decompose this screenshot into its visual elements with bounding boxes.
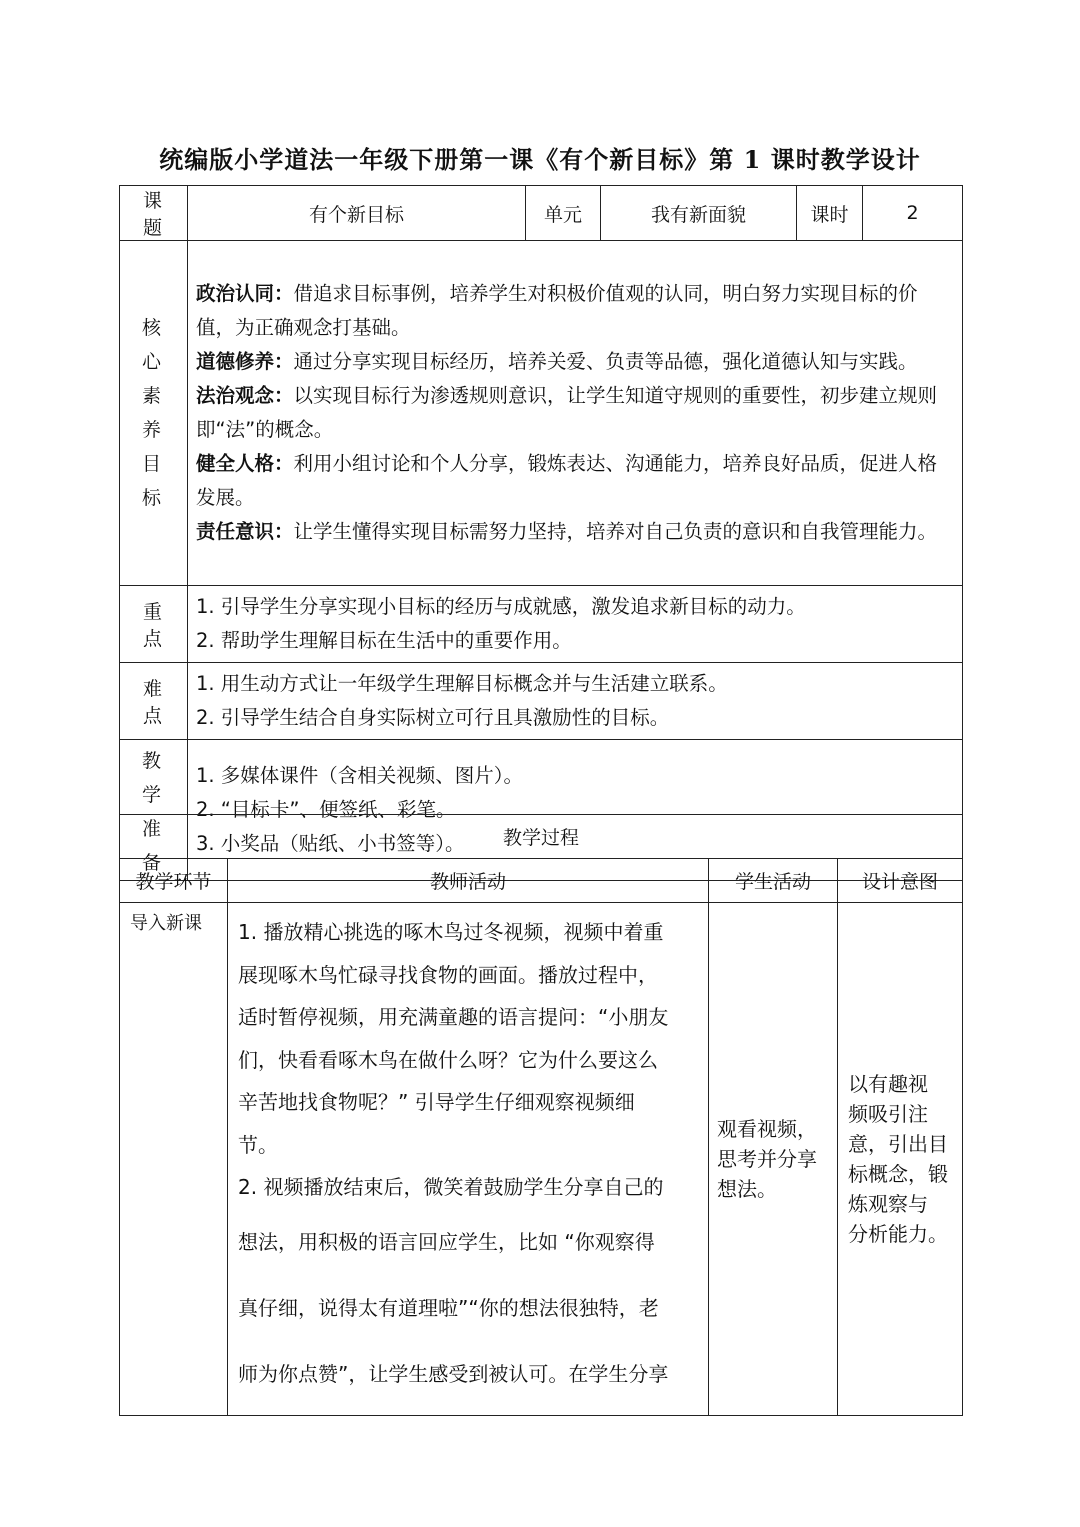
- teaching-process-table: [119, 814, 963, 1416]
- unit-value: 我有新面貌: [601, 186, 797, 241]
- student-activity-cell: 观看视频， 思考并分享 想法。: [709, 903, 838, 1416]
- core-goal-item: 法治观念：以实现目标行为渗透规则意识，让学生知道守规则的重要性，初步建立规则即“法”的概念。: [196, 384, 938, 441]
- unit-label: 单元: [526, 186, 601, 241]
- intent-header: 设计意图: [838, 859, 963, 903]
- hours-label: 课时: [797, 186, 863, 241]
- header-row: [120, 186, 963, 241]
- teacher-activity-cell: 1. 播放精心挑选的啄木鸟过冬视频，视频中着重 展现啄木鸟忙碌寻找食物的画面。播放过程中， 适时暂停视频，用充满童趣的语言提问：“小朋友 们，快看看啄木鸟在做什么呀？它为什么要这么 辛苦地找食物呢？” 引导学生仔细观察视频细 节。 2. 视频播放结束后，微笑着鼓励学生分享自己的 想法，用积极的语言回应学生，比如 “你观察得 真仔细，说得太有道理啦”“你的想法很独特，老 师为你点赞”，让学生感受到被认可。在学生分享: [228, 903, 709, 1416]
- difficulties-content: 1. 用生动方式让一年级学生理解目标概念并与生活建立联系。 2. 引导学生结合自身实际树立可行且具激励性的目标。: [188, 663, 963, 740]
- stage-cell: 导入新课: [120, 903, 228, 1416]
- process-title-row: [120, 815, 963, 859]
- student-header: 学生活动: [709, 859, 838, 903]
- topic-label: 课题: [120, 186, 188, 241]
- hours-value: 2: [863, 186, 963, 241]
- process-title: 教学过程: [120, 815, 963, 859]
- stage-header: 教学环节: [120, 859, 228, 903]
- key-points-content: 1. 引导学生分享实现小目标的经历与成就感，激发追求新目标的动力。 2. 帮助学生理解目标在生活中的重要作用。: [188, 586, 963, 663]
- topic-value: 有个新目标: [188, 186, 526, 241]
- core-goal-item: 责任意识：让学生懂得实现目标需努力坚持，培养对自己负责的意识和自我管理能力。: [196, 520, 938, 543]
- difficulties-row: [120, 663, 963, 740]
- core-goal-item: 健全人格：利用小组讨论和个人分享，锻炼表达、沟通能力，培养良好品质，促进人格发展。: [196, 452, 938, 509]
- table-row: [120, 903, 963, 1416]
- page-title: 统编版小学道法一年级下册第一课《有个新目标》第 1 课时教学设计: [159, 145, 921, 174]
- preparation-label: 教学 准备: [120, 740, 188, 881]
- preparation-content: 1. 多媒体课件（含相关视频、图片）。 2. “目标卡”、便签纸、彩笔。 3. 小奖品（贴纸、小书签等）。: [188, 740, 963, 881]
- teacher-header: 教师活动: [228, 859, 709, 903]
- process-header-row: [120, 859, 963, 903]
- core-goals-content: [188, 241, 963, 586]
- key-points-row: [120, 586, 963, 663]
- core-goals-row: [120, 241, 963, 586]
- core-goal-item: 道德修养：通过分享实现目标经历，培养关爱、负责等品德，强化道德认知与实践。: [196, 350, 918, 373]
- core-goals-label: 核心 素养 目标: [120, 241, 188, 586]
- lesson-info-table: [119, 185, 963, 881]
- design-intent-cell: 以有趣视 频吸引注 意，引出目 标概念，锻 炼观察与 分析能力。: [838, 903, 963, 1416]
- core-goal-item: 政治认同：借追求目标事例，培养学生对积极价值观的认同，明白努力实现目标的价值，为正确观念打基础。: [196, 282, 918, 339]
- difficulties-label: 难点: [120, 663, 188, 740]
- key-points-label: 重点: [120, 586, 188, 663]
